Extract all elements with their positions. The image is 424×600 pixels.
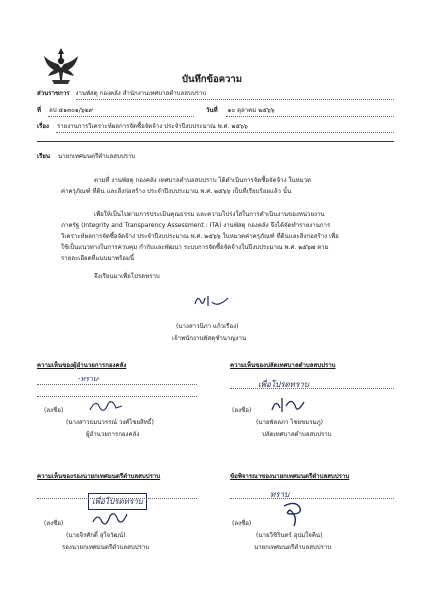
opinion-deputy-heading: ความเห็นของรองนายกเทศมนตรีตำบลสบปราบ bbox=[37, 473, 161, 480]
garuda-icon bbox=[38, 46, 84, 86]
memo-heading: บันทึกข้อความ bbox=[182, 74, 243, 85]
body-p2-line2: ภาครัฐ (Integrity and Transparency Assessment : ITA) งานพัสดุ กองคลัง จึงได้จัดทำรายงานการ bbox=[61, 222, 331, 229]
body-p1-line2: ค่าครุภัณฑ์ ที่ดิน และสิ่งก่อสร้าง ประจำปีงบประมาณ พ.ศ. ๒๕๖๖ เป็นที่เรียบร้อยแล้ว นั้น bbox=[61, 188, 292, 195]
agency-label: ส่วนราชการ bbox=[37, 90, 70, 97]
body-p2-line1: เพื่อให้เป็นไปตามการประเมินคุณธรรม และความโปร่งใสในการดำเนินงานของหน่วยงาน bbox=[94, 211, 325, 218]
opinion-finance-handwritten: -ทราบ- bbox=[78, 375, 100, 383]
number-row bbox=[37, 107, 93, 115]
agency-dots bbox=[76, 99, 394, 100]
opinion-mayor-name: (นายวิชิรินทร์ อุปมใจคิน) bbox=[256, 532, 323, 539]
opinion-clerk-name: (นายพัลลภา ไชยขมรมภู) bbox=[256, 419, 324, 426]
opinion-finance-heading: ความเห็นของผู้อำนวยการกองคลัง bbox=[37, 362, 127, 369]
date-label: วันที่ bbox=[206, 107, 218, 114]
body-closing: จึงเรียนมาเพื่อโปรดทราบ bbox=[94, 273, 160, 280]
opinion-finance-dots-1 bbox=[37, 384, 197, 385]
opinion-mayor-handwritten: ทราบ bbox=[270, 490, 290, 499]
salutation-label: เรียน bbox=[37, 153, 51, 160]
date-dots bbox=[226, 116, 394, 117]
garuda-emblem bbox=[38, 46, 84, 90]
subject-value: รายงานการวิเคราะห์ผลการจัดซื้อจัดจ้าง ประจำปีงบประมาณ พ.ศ. ๒๕๖๖ bbox=[56, 123, 248, 130]
opinion-mayor-heading: ข้อพิจารณาของนายกเทศมนตรีตำบลสบปราบ bbox=[230, 473, 350, 480]
opinion-clerk-dots-1 bbox=[230, 388, 394, 389]
opinion-mayor-position: นายกเทศมนตรีตำบลสบปราบ bbox=[254, 544, 332, 551]
opinion-clerk-sign-label: (ลงชื่อ) bbox=[232, 407, 252, 414]
number-value: ลป ๕๑๓๐๑/๖๒๙ bbox=[48, 107, 94, 114]
number-label: ที่ bbox=[37, 107, 42, 114]
author-signature bbox=[192, 292, 232, 314]
opinion-clerk-handwritten: เพื่อโปรดทราบ bbox=[258, 380, 309, 389]
body-p2-line5: รายละเอียดที่แนบมาพร้อมนี้ bbox=[61, 255, 135, 262]
subject-label: เรื่อง bbox=[37, 123, 49, 130]
agency-value: งานพัสดุ กองคลัง สำนักงานเทศบาลตำบลสบปราบ bbox=[75, 90, 207, 97]
body-p2-line4: ใช้เป็นแนวทางในการควบคุม กำกับและพัฒนา ระบบการจัดซื้อจัดจ้างในปีงบประมาณ พ.ศ. ๒๕๖๗ ตาม bbox=[61, 244, 329, 251]
subject-row bbox=[37, 123, 248, 131]
opinion-finance-sign-label: (ลงชื่อ) bbox=[44, 407, 64, 414]
opinion-deputy-dots-1 bbox=[37, 498, 197, 499]
agency-row bbox=[37, 90, 206, 98]
opinion-finance-name: (นางสาวธมนวรรณ์ วงศ์ไชยสิทธิ์) bbox=[66, 419, 154, 426]
opinion-clerk-signature bbox=[268, 394, 308, 420]
opinion-deputy-position: รองนายกเทศมนตรีตำบลสบปราบ bbox=[62, 544, 150, 551]
opinion-deputy-handwritten: เพื่อโปรดทราบ bbox=[88, 493, 147, 510]
date-row bbox=[206, 107, 275, 115]
opinion-mayor-dots-1 bbox=[230, 498, 394, 499]
salutation-value: นายกเทศมนตรีตำบลสบปราบ bbox=[58, 153, 136, 160]
header-divider bbox=[37, 141, 394, 142]
opinion-deputy-name: (นายจิรศักดิ์ สุใจวัฒน์) bbox=[66, 532, 126, 539]
opinion-deputy-signature bbox=[90, 508, 130, 534]
opinion-deputy-sign-label: (ลงชื่อ) bbox=[44, 520, 64, 527]
body-p2-line3: วิเคราะห์ผลการจัดซื้อจัดจ้าง ประจำปีงบประมาณ พ.ศ. ๒๕๖๖ ในหมวดค่าครุภัณฑ์ ที่ดินและสิ่งก่อสร้าง เพื่อ bbox=[61, 233, 339, 240]
opinion-clerk-position: ปลัดเทศบาลตำบลสบปราบ bbox=[262, 431, 332, 438]
opinion-finance-signature bbox=[86, 396, 126, 420]
opinion-finance-position: ผู้อำนวยการกองคลัง bbox=[86, 431, 140, 438]
opinion-mayor-sign-label: (ลงชื่อ) bbox=[232, 520, 252, 527]
date-value: ๑๐ ตุลาคม ๒๕๖๖ bbox=[227, 107, 275, 114]
subject-dots bbox=[56, 132, 394, 133]
body-p1-line1: ตามที่ งานพัสดุ กองคลัง เทศบาลตำบลสบปราบ ได้ดำเนินการจัดซื้อจัดจ้าง ในหมวด bbox=[94, 177, 312, 184]
salutation bbox=[37, 153, 135, 161]
author-name: (นางสาวนิภา แก้วเรือง) bbox=[176, 323, 239, 330]
author-position: เจ้าพนักงานพัสดุชำนาญงาน bbox=[172, 335, 247, 342]
opinion-mayor-signature bbox=[276, 500, 310, 532]
opinion-clerk-heading: ความเห็นของปลัดเทศบาลตำบลสบปราบ bbox=[230, 362, 336, 369]
number-dots bbox=[48, 116, 194, 117]
